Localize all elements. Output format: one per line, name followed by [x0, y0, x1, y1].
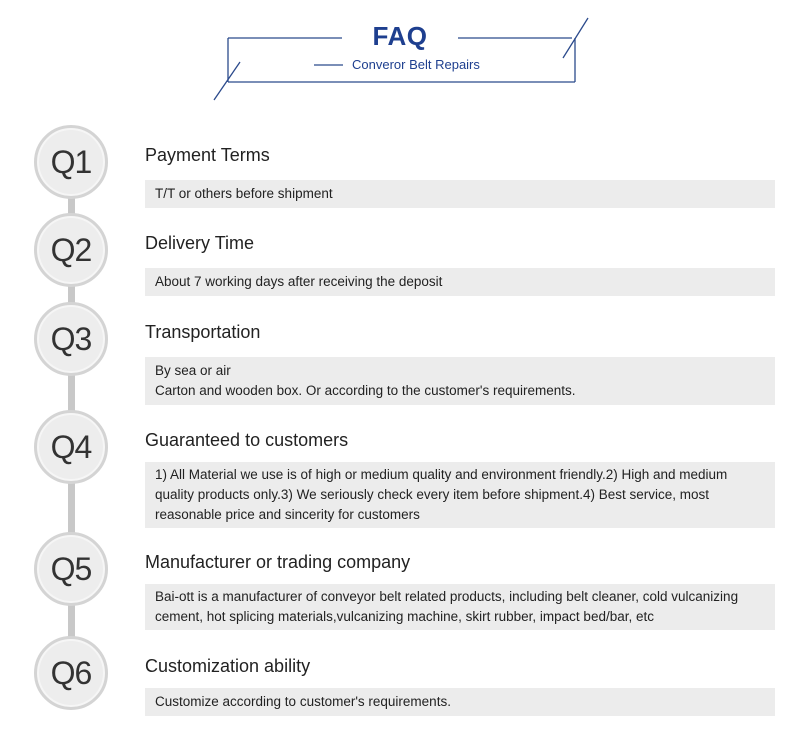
q3-badge: Q3	[34, 302, 108, 376]
q4-answer-line: 1) All Material we use is of high or medium quality and environment friendly.2) High and medium quality products only.3) We seriously check every item before shipment.4) Best service, most reasonable price and sincerity for customers	[155, 467, 728, 522]
q1-badge: Q1	[34, 125, 108, 199]
q3-answer-line: Carton and wooden box. Or according to the customer's requirements.	[155, 383, 576, 398]
header-frame	[0, 0, 800, 110]
q5-badge: Q5	[34, 532, 108, 606]
q3-answer	[145, 357, 775, 405]
q2-answer-line: About 7 working days after receiving the deposit	[155, 274, 443, 289]
q1-answer-line: T/T or others before shipment	[155, 186, 333, 201]
q4-answer	[145, 462, 775, 528]
q4-badge: Q4	[34, 410, 108, 484]
q2-badge: Q2	[34, 213, 108, 287]
q5-question: Manufacturer or trading company	[145, 552, 411, 572]
q5-answer-line: Bai-ott is a manufacturer of conveyor belt related products, including belt cleaner, cold vulcanizing cement, hot splicing materials,vulcanizing machine, skirt rubber, impact bed/bar, etc	[155, 589, 739, 624]
q3-answer-line: By sea or air	[155, 363, 231, 378]
q4-question: Guaranteed to customers	[145, 430, 349, 450]
q6-badge: Q6	[34, 636, 108, 710]
q6-question: Customization ability	[145, 656, 311, 676]
q2-question: Delivery Time	[145, 233, 255, 253]
q1-question: Payment Terms	[145, 145, 270, 165]
q3-question: Transportation	[145, 322, 261, 342]
q6-answer	[145, 688, 775, 716]
q5-answer	[145, 584, 775, 630]
faq-subtitle: Converor Belt Repairs	[352, 57, 480, 72]
faq-title: FAQ	[372, 21, 428, 51]
q1-answer	[145, 180, 775, 208]
q2-answer	[145, 268, 775, 296]
q6-answer-line: Customize according to customer's requirements.	[155, 694, 451, 709]
